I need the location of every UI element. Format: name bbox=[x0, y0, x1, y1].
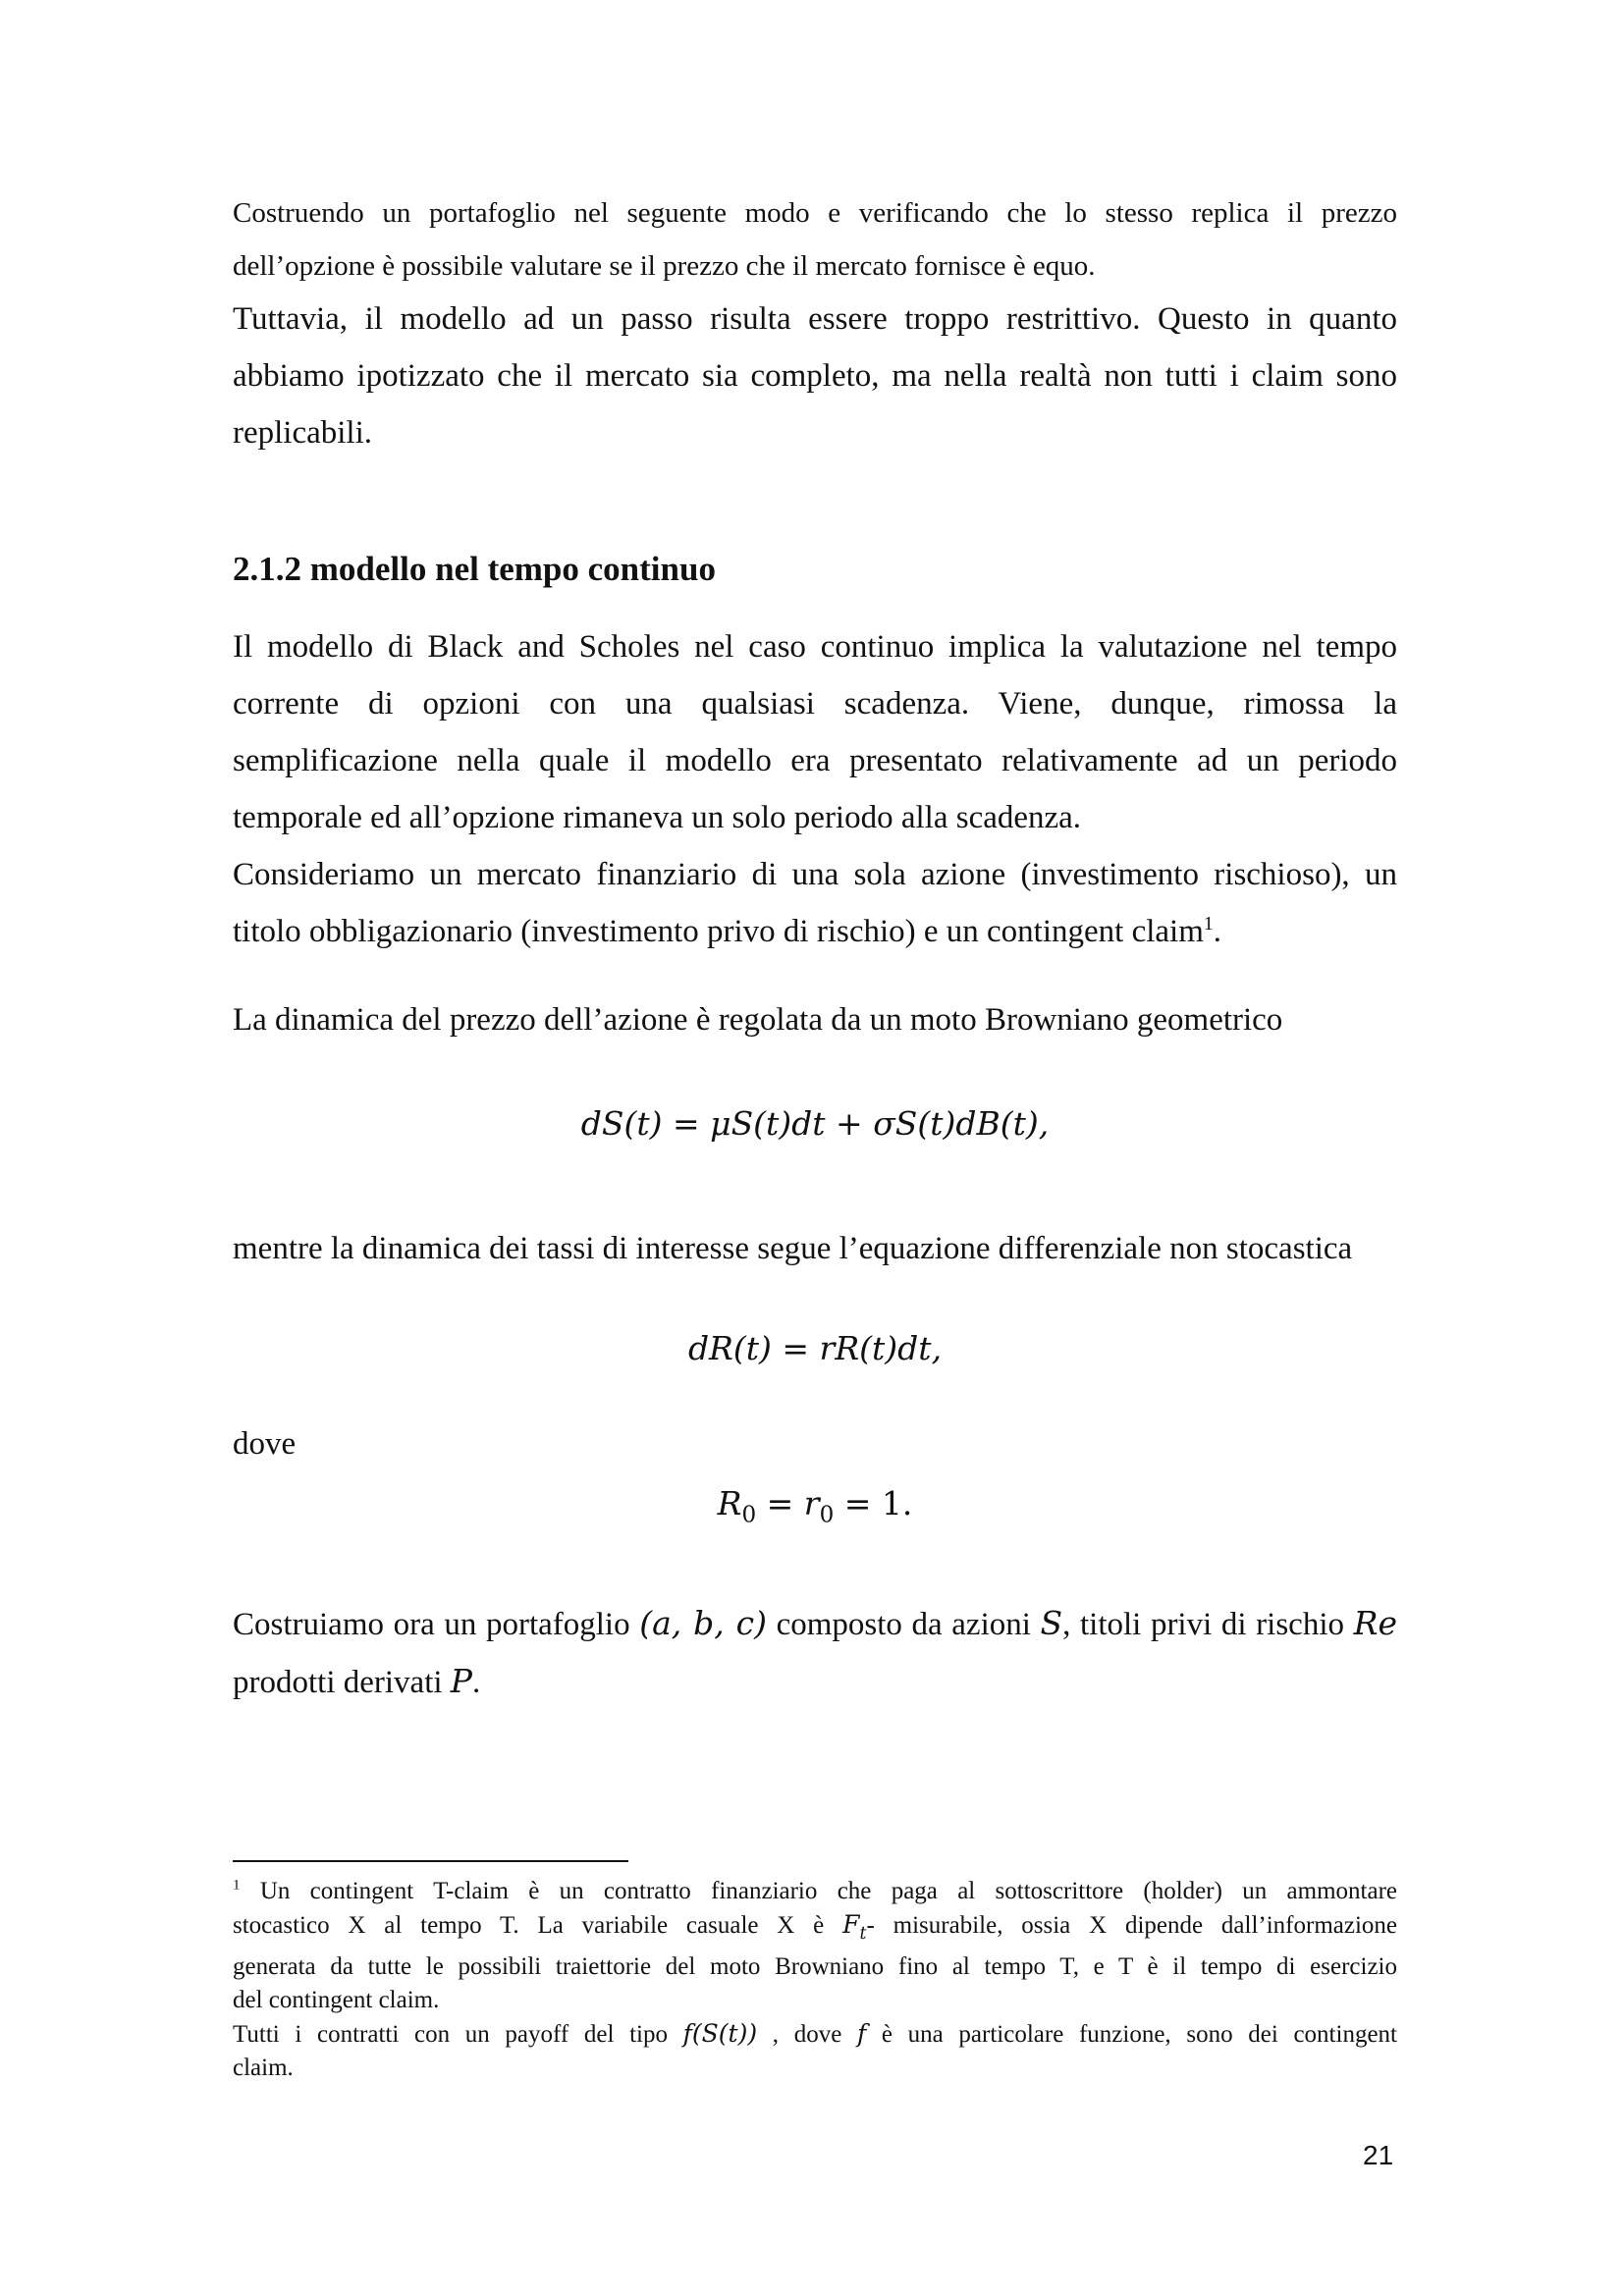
text: , dove bbox=[757, 2021, 857, 2048]
paragraph-dynamics bbox=[233, 991, 1397, 1048]
paragraph-line: semplificazione nella quale il modello era presentato relativamente ad un periodo bbox=[233, 743, 1397, 778]
symbol-Re: Re bbox=[1353, 1604, 1397, 1642]
paragraph-line bbox=[233, 1595, 1397, 1653]
paragraph-interest bbox=[233, 1220, 1397, 1277]
symbol-Ft bbox=[842, 1910, 867, 1944]
intro-paragraph bbox=[233, 187, 1397, 293]
paragraph-line: Il modello di Black and Scholes nel caso continuo implica la valutazione nel tempo bbox=[233, 629, 1397, 665]
equation-stock-dynamics: dS(t) = μS(t)dt + σS(t)dB(t), bbox=[580, 1104, 1050, 1143]
text: , titoli privi di rischio bbox=[1062, 1607, 1354, 1642]
paragraph-line: abbiamo ipotizzato che il mercato sia completo, ma nella realtà non tutti i claim sono bbox=[233, 358, 1397, 394]
page-number: 21 bbox=[1363, 2140, 1394, 2170]
equals: = bbox=[756, 1484, 804, 1522]
footnote-line bbox=[233, 1908, 1397, 1950]
intro-line: Costruendo un portafoglio nel seguente modo e verificando che lo stesso replica il prezzo bbox=[233, 197, 1397, 229]
equation-initial-condition bbox=[233, 1484, 1397, 1528]
text: Un contingent T-claim è un contratto finanziario che paga al sottoscrittore (holder) un ammontare bbox=[240, 1878, 1397, 1904]
footnote-line: generata da tutte le possibili traiettorie del moto Browniano fino al tempo T, e T è il tempo di esercizio bbox=[233, 1953, 1397, 1980]
section-heading-block bbox=[233, 550, 1397, 589]
symbol-f: f bbox=[856, 2019, 867, 2048]
footnote-reference[interactable]: 1 bbox=[1203, 913, 1214, 934]
footnote-line: del contingent claim. bbox=[233, 1987, 440, 2013]
equals-one: = 1. bbox=[834, 1484, 913, 1522]
paragraph-line bbox=[233, 1653, 1397, 1711]
equation-bond-dynamics: dR(t) = rR(t)dt, bbox=[687, 1329, 943, 1367]
paragraph-line: mentre la dinamica dei tassi di interesse segue l’equazione differenziale non stocastica bbox=[233, 1231, 1353, 1266]
paragraph-line: dove bbox=[233, 1426, 297, 1462]
text: - misurabile, ossia X dipende dall’informazione bbox=[866, 1912, 1397, 1939]
footnote-marker: 1 bbox=[233, 1877, 241, 1894]
paragraph-line-with-footnote bbox=[233, 903, 1397, 960]
text: prodotti derivati bbox=[233, 1665, 451, 1700]
paragraph-line: La dinamica del prezzo dell’azione è regolata da un moto Browniano geometrico bbox=[233, 1002, 1283, 1038]
subscript: 0 bbox=[819, 1502, 835, 1528]
end-punctuation: . bbox=[1213, 914, 1222, 949]
paragraph-line: Consideriamo un mercato finanziario di una sola azione (investimento rischioso), un bbox=[233, 857, 1397, 892]
tuple-abc: (a, b, c) bbox=[639, 1604, 767, 1642]
text: composto da azioni bbox=[766, 1607, 1041, 1642]
text: Tutti i contratti con un payoff del tipo bbox=[233, 2021, 683, 2048]
footnote-line bbox=[233, 1875, 1397, 1908]
paragraph-line-text: titolo obbligazionario (investimento privo di rischio) e un contingent claim bbox=[233, 914, 1204, 949]
footnote-line: claim. bbox=[233, 2055, 294, 2081]
symbol-r: r bbox=[803, 1484, 820, 1522]
symbol-P: P bbox=[450, 1662, 473, 1700]
text: . bbox=[472, 1665, 481, 1700]
footnote-line bbox=[233, 2017, 1397, 2052]
paragraph-dove bbox=[233, 1415, 1397, 1472]
paragraph-line: replicabili. bbox=[233, 415, 373, 451]
symbol-S: S bbox=[1040, 1604, 1063, 1642]
paragraph-line: Tuttavia, il modello ad un passo risulta essere troppo restrittivo. Questo in quanto bbox=[233, 301, 1397, 337]
text: Costruiamo ora un portafoglio bbox=[233, 1607, 640, 1642]
symbol-F: F bbox=[842, 1910, 860, 1939]
paragraph-line: temporale ed all’opzione rimaneva un solo periodo alla scadenza. bbox=[233, 800, 1082, 835]
footnote bbox=[233, 1875, 1397, 2085]
symbol-R: R bbox=[717, 1484, 742, 1522]
paragraph-line: corrente di opzioni con una qualsiasi scadenza. Viene, dunque, rimossa la bbox=[233, 686, 1397, 721]
section-heading: 2.1.2 modello nel tempo continuo bbox=[233, 550, 716, 588]
paragraph-restrictive bbox=[233, 291, 1397, 461]
subscript: 0 bbox=[741, 1502, 757, 1528]
text: stocastico X al tempo T. La variabile casuale X è bbox=[233, 1912, 843, 1939]
footnote-divider bbox=[233, 1860, 628, 1862]
paragraph-black-scholes bbox=[233, 618, 1397, 960]
subscript: t bbox=[859, 1924, 867, 1944]
text: è una particolare funzione, sono dei contingent bbox=[866, 2021, 1397, 2048]
function-fSt: f(S(t)) bbox=[682, 2019, 758, 2048]
paragraph-portfolio bbox=[233, 1595, 1397, 1711]
intro-line: dell’opzione è possibile valutare se il prezzo che il mercato fornisce è equo. bbox=[233, 250, 1096, 282]
